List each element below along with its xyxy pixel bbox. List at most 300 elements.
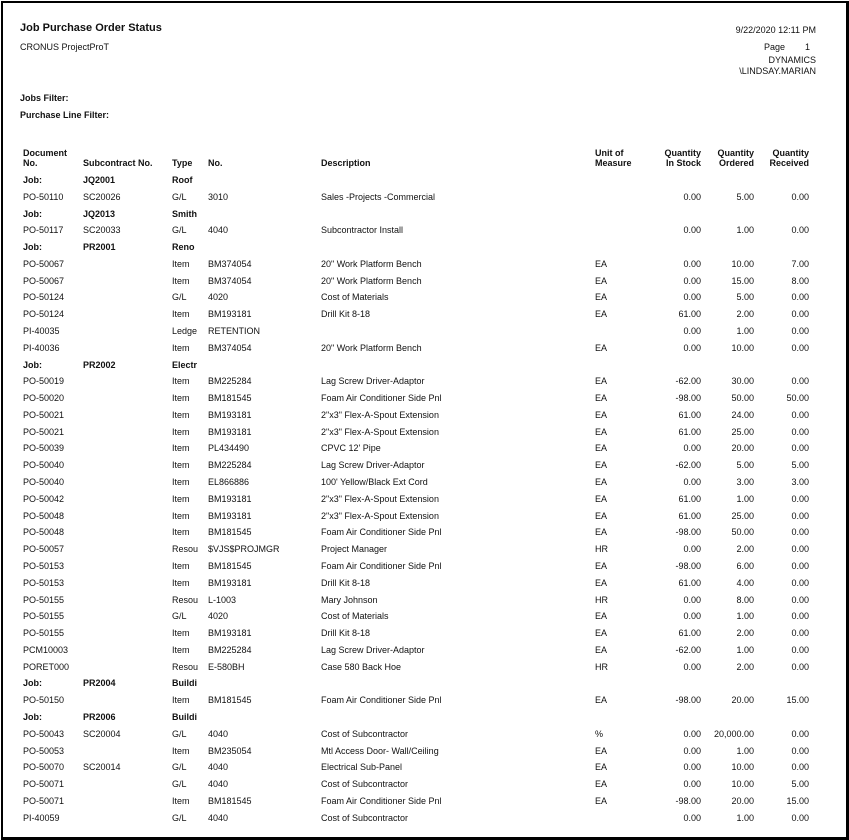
company-name: CRONUS ProjectProT (20, 42, 110, 52)
cell-unit-of-measure: EA (595, 258, 608, 269)
job-label: Job: (23, 208, 42, 219)
cell-unit-of-measure: EA (595, 342, 608, 353)
cell-description: CPVC 12' Pipe (321, 443, 381, 454)
cell-qty-ordered: 5.00 (736, 460, 754, 471)
cell-no: BM225284 (208, 460, 252, 471)
table-row (3, 225, 846, 242)
cell-unit-of-measure: EA (595, 393, 608, 404)
table-row (3, 729, 846, 746)
cell-document-no: PO-50048 (23, 527, 65, 538)
cell-unit-of-measure: EA (595, 644, 608, 655)
job-name: Buildi (172, 711, 197, 722)
cell-qty-ordered: 10.00 (731, 258, 754, 269)
cell-qty-in-stock: -62.00 (675, 460, 701, 471)
table-row (3, 527, 846, 544)
table-row (3, 494, 846, 511)
cell-type: Item (172, 795, 190, 806)
cell-qty-in-stock: 61.00 (678, 493, 701, 504)
cell-qty-ordered: 1.00 (736, 644, 754, 655)
cell-qty-ordered: 2.00 (736, 544, 754, 555)
cell-qty-in-stock: 0.00 (683, 661, 701, 672)
cell-qty-received: 0.00 (791, 728, 809, 739)
cell-type: Item (172, 628, 190, 639)
job-name: Roof (172, 175, 193, 185)
cell-qty-received: 0.00 (791, 510, 809, 521)
table-row (3, 762, 846, 779)
cell-no: EL866886 (208, 477, 250, 488)
table-row (3, 259, 846, 276)
cell-document-no: PI-40035 (23, 326, 60, 337)
cell-qty-received: 0.00 (791, 409, 809, 420)
cell-no: BM235054 (208, 745, 252, 756)
cell-qty-received: 0.00 (791, 812, 809, 823)
cell-type: Item (172, 577, 190, 588)
cell-qty-in-stock: 0.00 (683, 728, 701, 739)
cell-unit-of-measure: EA (595, 477, 608, 488)
cell-qty-received: 5.00 (791, 460, 809, 471)
cell-description: Drill Kit 8-18 (321, 309, 371, 320)
table-row (3, 343, 846, 360)
cell-no: BM181545 (208, 695, 252, 706)
cell-description: Cost of Subcontractor (321, 812, 409, 823)
job-label: Job: (23, 175, 42, 185)
cell-description: Cost of Subcontractor (321, 728, 409, 739)
cell-no: BM193181 (208, 577, 252, 588)
cell-no: BM181545 (208, 795, 252, 806)
cell-qty-in-stock: 61.00 (678, 628, 701, 639)
cell-document-no: PO-50067 (23, 275, 65, 286)
job-header-row (3, 209, 846, 226)
user-domain: DYNAMICS (768, 55, 816, 65)
cell-type: G/L (172, 812, 187, 823)
cell-qty-ordered: 10.00 (731, 342, 754, 353)
cell-qty-received: 0.00 (791, 342, 809, 353)
cell-qty-ordered: 5.00 (736, 292, 754, 303)
cell-qty-received: 0.00 (791, 309, 809, 320)
cell-no: BM374054 (208, 258, 252, 269)
cell-description: Case 580 Back Hoe (321, 661, 402, 672)
cell-qty-ordered: 20.00 (731, 695, 754, 706)
table-row (3, 393, 846, 410)
cell-qty-in-stock: 0.00 (683, 762, 701, 773)
page-number: 1 (805, 42, 811, 52)
cell-qty-in-stock: 61.00 (678, 426, 701, 437)
cell-qty-in-stock: 0.00 (683, 342, 701, 353)
cell-qty-received: 0.00 (791, 560, 809, 571)
cell-qty-in-stock: 0.00 (683, 779, 701, 790)
col-qty-received: Quantity Received (769, 148, 809, 168)
report-page (1, 1, 849, 840)
cell-document-no: PO-50053 (23, 745, 65, 756)
job-number: JQ2013 (83, 208, 116, 219)
cell-qty-ordered: 30.00 (731, 376, 754, 387)
table-row (3, 443, 846, 460)
cell-type: Resou (172, 544, 199, 555)
cell-qty-in-stock: 0.00 (683, 544, 701, 555)
job-name: Reno (172, 242, 195, 253)
table-row (3, 544, 846, 561)
cell-qty-in-stock: 0.00 (683, 594, 701, 605)
cell-document-no: PO-50043 (23, 728, 65, 739)
cell-type: G/L (172, 762, 187, 773)
cell-description: 2"x3" Flex-A-Spout Extension (321, 493, 439, 504)
cell-document-no: PO-50067 (23, 258, 65, 269)
cell-qty-ordered: 2.00 (736, 309, 754, 320)
cell-qty-in-stock: 0.00 (683, 443, 701, 454)
table-row (3, 611, 846, 628)
cell-no: 4040 (208, 812, 229, 823)
col-qty-ordered: Quantity Ordered (717, 148, 754, 168)
cell-description: 20" Work Platform Bench (321, 258, 422, 269)
job-number: JQ2001 (83, 175, 116, 185)
cell-qty-in-stock: 61.00 (678, 510, 701, 521)
cell-type: Item (172, 393, 190, 404)
cell-unit-of-measure: EA (595, 426, 608, 437)
job-header-row (3, 175, 846, 192)
cell-type: Resou (172, 594, 199, 605)
col-document-no: Document No. (23, 148, 68, 168)
job-header-row (3, 360, 846, 377)
cell-unit-of-measure: EA (595, 695, 608, 706)
cell-no: PL434490 (208, 443, 250, 454)
cell-description: Mtl Access Door- Wall/Ceiling (321, 745, 439, 756)
cell-qty-received: 5.00 (791, 779, 809, 790)
cell-description: Sales -Projects -Commercial (321, 191, 436, 202)
cell-qty-in-stock: -62.00 (675, 376, 701, 387)
user-name: \LINDSAY.MARIAN (739, 66, 816, 74)
report-datetime: 9/22/2020 12:11 PM (735, 25, 816, 35)
cell-no: 4040 (208, 762, 229, 773)
cell-description: Foam Air Conditioner Side Pnl (321, 695, 442, 706)
cell-document-no: PO-50070 (23, 762, 65, 773)
cell-unit-of-measure: EA (595, 309, 608, 320)
job-label: Job: (23, 359, 42, 370)
cell-document-no: PORET000 (23, 661, 70, 672)
table-row (3, 326, 846, 343)
cell-subcontract-no: SC20033 (83, 225, 121, 236)
job-name: Buildi (172, 678, 197, 689)
cell-type: Resou (172, 661, 199, 672)
cell-no: E-580BH (208, 661, 245, 672)
cell-type: G/L (172, 611, 187, 622)
cell-document-no: PO-50048 (23, 510, 65, 521)
job-name: Electr (172, 359, 198, 370)
cell-no: L-1003 (208, 594, 237, 605)
cell-qty-received: 0.00 (791, 292, 809, 303)
cell-qty-ordered: 1.00 (736, 611, 754, 622)
job-number: PR2004 (83, 678, 116, 689)
cell-qty-in-stock: 0.00 (683, 292, 701, 303)
table-row (3, 746, 846, 763)
cell-description: 20" Work Platform Bench (321, 342, 422, 353)
cell-type: Item (172, 644, 190, 655)
cell-qty-ordered: 20.00 (731, 443, 754, 454)
table-row (3, 292, 846, 309)
cell-unit-of-measure: EA (595, 628, 608, 639)
cell-no: RETENTION (208, 326, 261, 337)
purchase-line-filter: Purchase Line Filter: (20, 110, 110, 120)
cell-type: Item (172, 560, 190, 571)
cell-description: 20" Work Platform Bench (321, 275, 422, 286)
cell-qty-received: 0.00 (791, 527, 809, 538)
cell-qty-received: 0.00 (791, 762, 809, 773)
cell-qty-received: 0.00 (791, 544, 809, 555)
cell-qty-received: 8.00 (791, 275, 809, 286)
cell-qty-received: 0.00 (791, 191, 809, 202)
cell-qty-received: 3.00 (791, 477, 809, 488)
cell-subcontract-no: SC20026 (83, 191, 121, 202)
page-label: Page (764, 42, 786, 52)
table-row (3, 192, 846, 209)
cell-unit-of-measure: EA (595, 779, 608, 790)
cell-qty-ordered: 1.00 (736, 812, 754, 823)
cell-qty-received: 0.00 (791, 443, 809, 454)
cell-unit-of-measure: EA (595, 275, 608, 286)
cell-qty-received: 0.00 (791, 493, 809, 504)
cell-subcontract-no: SC20014 (83, 762, 121, 773)
cell-unit-of-measure: EA (595, 409, 608, 420)
cell-document-no: PO-50071 (23, 795, 65, 806)
cell-qty-ordered: 1.00 (736, 745, 754, 756)
cell-no: BM193181 (208, 409, 252, 420)
cell-qty-received: 0.00 (791, 326, 809, 337)
cell-document-no: PO-50020 (23, 393, 65, 404)
cell-type: Item (172, 309, 190, 320)
job-header-row (3, 678, 846, 695)
cell-no: BM181545 (208, 393, 252, 404)
cell-qty-in-stock: 0.00 (683, 191, 701, 202)
cell-type: G/L (172, 779, 187, 790)
table-row (3, 578, 846, 595)
cell-qty-ordered: 20,000.00 (713, 728, 754, 739)
job-label: Job: (23, 242, 42, 253)
cell-description: Foam Air Conditioner Side Pnl (321, 393, 442, 404)
cell-type: Item (172, 342, 190, 353)
cell-qty-ordered: 10.00 (731, 762, 754, 773)
cell-description: Mary Johnson (321, 594, 378, 605)
cell-type: Item (172, 409, 190, 420)
cell-no: BM193181 (208, 510, 252, 521)
cell-unit-of-measure: HR (595, 661, 608, 672)
cell-qty-received: 0.00 (791, 594, 809, 605)
cell-type: G/L (172, 225, 187, 236)
cell-qty-in-stock: 0.00 (683, 258, 701, 269)
table-row (3, 595, 846, 612)
cell-type: Item (172, 745, 190, 756)
col-description: Description (321, 158, 371, 168)
cell-description: Foam Air Conditioner Side Pnl (321, 527, 442, 538)
cell-type: Item (172, 376, 190, 387)
cell-document-no: PO-50124 (23, 292, 65, 303)
cell-no: BM193181 (208, 493, 252, 504)
cell-type: G/L (172, 292, 187, 303)
job-number: PR2002 (83, 359, 116, 370)
cell-qty-ordered: 1.00 (736, 493, 754, 504)
cell-subcontract-no: SC20004 (83, 728, 121, 739)
cell-type: Item (172, 527, 190, 538)
col-unit-of-measure: Unit of Measure (595, 148, 632, 168)
cell-document-no: PO-50153 (23, 560, 65, 571)
cell-qty-received: 0.00 (791, 426, 809, 437)
cell-qty-ordered: 24.00 (731, 409, 754, 420)
table-row (3, 276, 846, 293)
cell-qty-received: 0.00 (791, 225, 809, 236)
cell-qty-ordered: 6.00 (736, 560, 754, 571)
table-row (3, 309, 846, 326)
cell-unit-of-measure: EA (595, 745, 608, 756)
cell-unit-of-measure: EA (595, 762, 608, 773)
cell-qty-received: 50.00 (786, 393, 809, 404)
cell-unit-of-measure: EA (595, 527, 608, 538)
cell-qty-in-stock: 0.00 (683, 225, 701, 236)
job-header-row (3, 712, 846, 729)
cell-qty-in-stock: 61.00 (678, 577, 701, 588)
cell-document-no: PO-50155 (23, 628, 65, 639)
col-type: Type (172, 158, 193, 168)
table-row (3, 561, 846, 578)
user-id (739, 55, 816, 74)
cell-type: Item (172, 460, 190, 471)
cell-qty-received: 15.00 (786, 695, 809, 706)
table-row (3, 460, 846, 477)
jobs-filter: Jobs Filter: (20, 93, 69, 103)
cell-type: Item (172, 275, 190, 286)
cell-qty-received: 0.00 (791, 577, 809, 588)
cell-no: 4040 (208, 225, 229, 236)
table-row (3, 376, 846, 393)
cell-document-no: PO-50155 (23, 611, 65, 622)
table-row (3, 628, 846, 645)
table-row (3, 410, 846, 427)
cell-description: Cost of Materials (321, 292, 389, 303)
cell-document-no: PO-50021 (23, 426, 65, 437)
cell-description: 2"x3" Flex-A-Spout Extension (321, 510, 439, 521)
cell-qty-in-stock: -62.00 (675, 644, 701, 655)
cell-qty-ordered: 2.00 (736, 661, 754, 672)
cell-qty-in-stock: 0.00 (683, 477, 701, 488)
job-label: Job: (23, 678, 42, 689)
cell-description: 100' Yellow/Black Ext Cord (321, 477, 428, 488)
cell-no: 4020 (208, 611, 229, 622)
cell-no: BM225284 (208, 644, 252, 655)
table-row (3, 477, 846, 494)
cell-qty-ordered: 1.00 (736, 326, 754, 337)
cell-qty-received: 0.00 (791, 376, 809, 387)
cell-type: Ledge (172, 326, 198, 337)
cell-unit-of-measure: EA (595, 510, 608, 521)
cell-no: BM374054 (208, 275, 252, 286)
cell-document-no: PO-50057 (23, 544, 65, 555)
col-no: No. (208, 158, 223, 168)
cell-document-no: PI-40036 (23, 342, 60, 353)
cell-type: Item (172, 426, 190, 437)
col-subcontract-no: Subcontract No. (83, 158, 153, 168)
cell-document-no: PCM10003 (23, 644, 69, 655)
cell-description: Drill Kit 8-18 (321, 628, 371, 639)
cell-unit-of-measure: EA (595, 443, 608, 454)
cell-document-no: PO-50150 (23, 695, 65, 706)
table-row (3, 511, 846, 528)
cell-no: 4020 (208, 292, 229, 303)
cell-qty-in-stock: 0.00 (683, 611, 701, 622)
cell-document-no: PO-50110 (23, 191, 64, 202)
table-row (3, 813, 846, 830)
cell-unit-of-measure: EA (595, 577, 608, 588)
job-header-row (3, 242, 846, 259)
job-number: PR2006 (83, 711, 116, 722)
cell-document-no: PO-50039 (23, 443, 65, 454)
cell-description: Lag Screw Driver-Adaptor (321, 644, 425, 655)
cell-type: Item (172, 510, 190, 521)
cell-document-no: PO-50042 (23, 493, 65, 504)
cell-no: BM193181 (208, 309, 252, 320)
cell-qty-ordered: 50.00 (731, 527, 754, 538)
cell-qty-ordered: 50.00 (731, 393, 754, 404)
cell-qty-ordered: 10.00 (731, 779, 754, 790)
table-row (3, 779, 846, 796)
cell-description: Electrical Sub-Panel (321, 762, 403, 773)
cell-document-no: PO-50040 (23, 477, 65, 488)
cell-type: Item (172, 443, 190, 454)
cell-unit-of-measure: EA (595, 611, 608, 622)
cell-qty-ordered: 1.00 (736, 225, 754, 236)
cell-unit-of-measure: HR (595, 544, 608, 555)
cell-no: BM181545 (208, 527, 252, 538)
cell-qty-ordered: 2.00 (736, 628, 754, 639)
cell-type: Item (172, 258, 190, 269)
job-name: Smith (172, 208, 198, 219)
table-row (3, 645, 846, 662)
cell-no: $VJS$PROJMGR (208, 544, 280, 555)
cell-document-no: PO-50021 (23, 409, 65, 420)
cell-qty-in-stock: -98.00 (675, 560, 701, 571)
cell-qty-received: 0.00 (791, 661, 809, 672)
cell-qty-ordered: 15.00 (731, 275, 754, 286)
cell-qty-in-stock: -98.00 (675, 527, 701, 538)
cell-description: Foam Air Conditioner Side Pnl (321, 795, 442, 806)
cell-qty-in-stock: -98.00 (675, 393, 701, 404)
cell-unit-of-measure: EA (595, 292, 608, 303)
cell-unit-of-measure: % (595, 728, 604, 739)
cell-document-no: PO-50040 (23, 460, 65, 471)
cell-qty-ordered: 4.00 (736, 577, 754, 588)
cell-description: Lag Screw Driver-Adaptor (321, 376, 425, 387)
cell-qty-received: 7.00 (791, 258, 809, 269)
cell-qty-in-stock: 0.00 (683, 812, 701, 823)
cell-qty-ordered: 20.00 (731, 795, 754, 806)
cell-no: BM193181 (208, 628, 252, 639)
table-row (3, 662, 846, 679)
cell-document-no: PO-50153 (23, 577, 65, 588)
table-row (3, 427, 846, 444)
cell-description: Foam Air Conditioner Side Pnl (321, 560, 442, 571)
cell-qty-in-stock: 0.00 (683, 275, 701, 286)
cell-description: 2"x3" Flex-A-Spout Extension (321, 426, 439, 437)
cell-unit-of-measure: EA (595, 560, 608, 571)
table-row (3, 796, 846, 813)
cell-qty-in-stock: 0.00 (683, 745, 701, 756)
cell-description: Drill Kit 8-18 (321, 577, 371, 588)
job-label: Job: (23, 711, 42, 722)
cell-type: Item (172, 493, 190, 504)
cell-qty-ordered: 25.00 (731, 510, 754, 521)
cell-type: G/L (172, 191, 187, 202)
cell-unit-of-measure: EA (595, 460, 608, 471)
cell-qty-in-stock: 61.00 (678, 409, 701, 420)
cell-type: Item (172, 695, 190, 706)
cell-no: BM374054 (208, 342, 252, 353)
cell-document-no: PO-50019 (23, 376, 65, 387)
